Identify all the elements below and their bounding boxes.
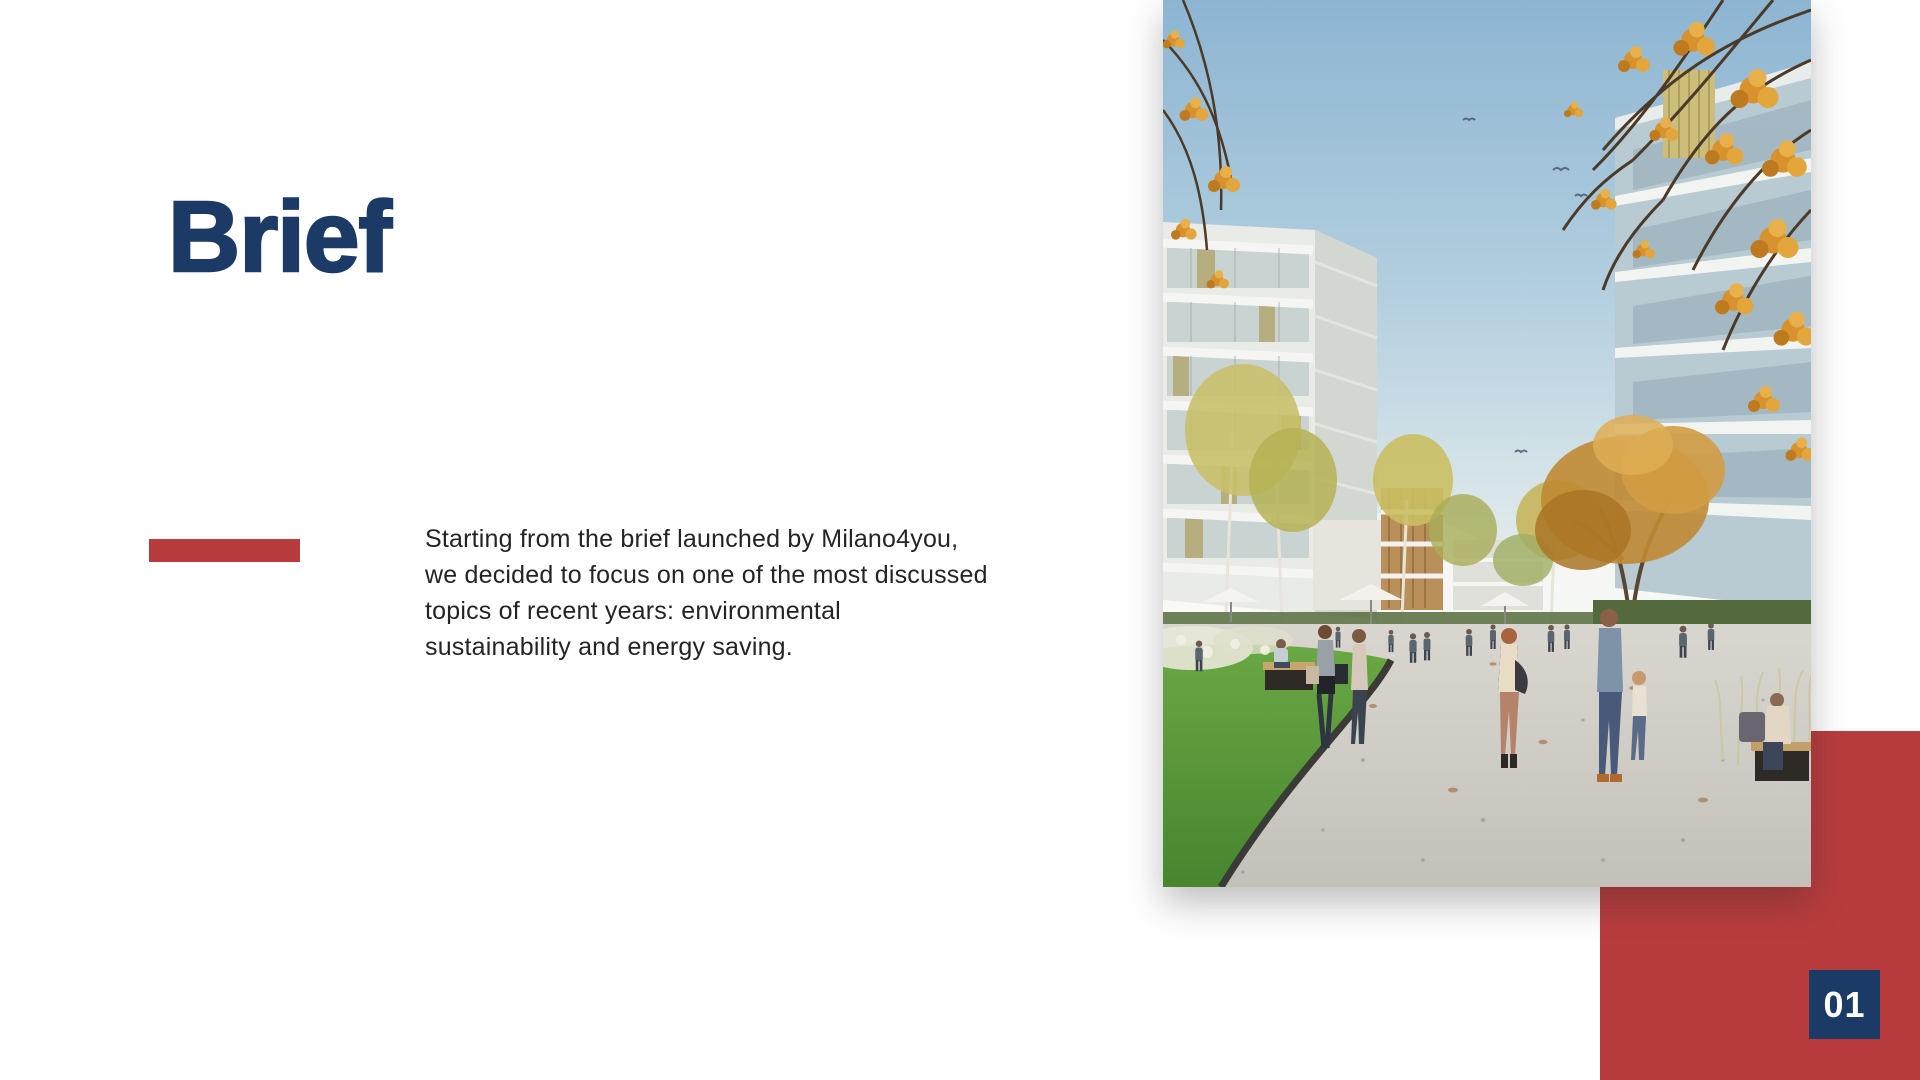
eco-district-render-photo bbox=[1163, 0, 1811, 887]
page-title: Brief bbox=[168, 181, 391, 293]
body-paragraph bbox=[425, 521, 1065, 665]
red-accent-bar bbox=[149, 539, 300, 562]
page-number: 01 bbox=[1823, 983, 1866, 1025]
render-scene bbox=[1163, 0, 1811, 887]
body-line: we decided to focus on one of the most discussed bbox=[425, 561, 988, 589]
body-line: topics of recent years: environmental bbox=[425, 597, 841, 625]
body-line: sustainability and energy saving. bbox=[425, 633, 793, 661]
body-line: Starting from the brief launched by Milano4you, bbox=[425, 525, 959, 553]
page-number-badge bbox=[1809, 970, 1880, 1039]
